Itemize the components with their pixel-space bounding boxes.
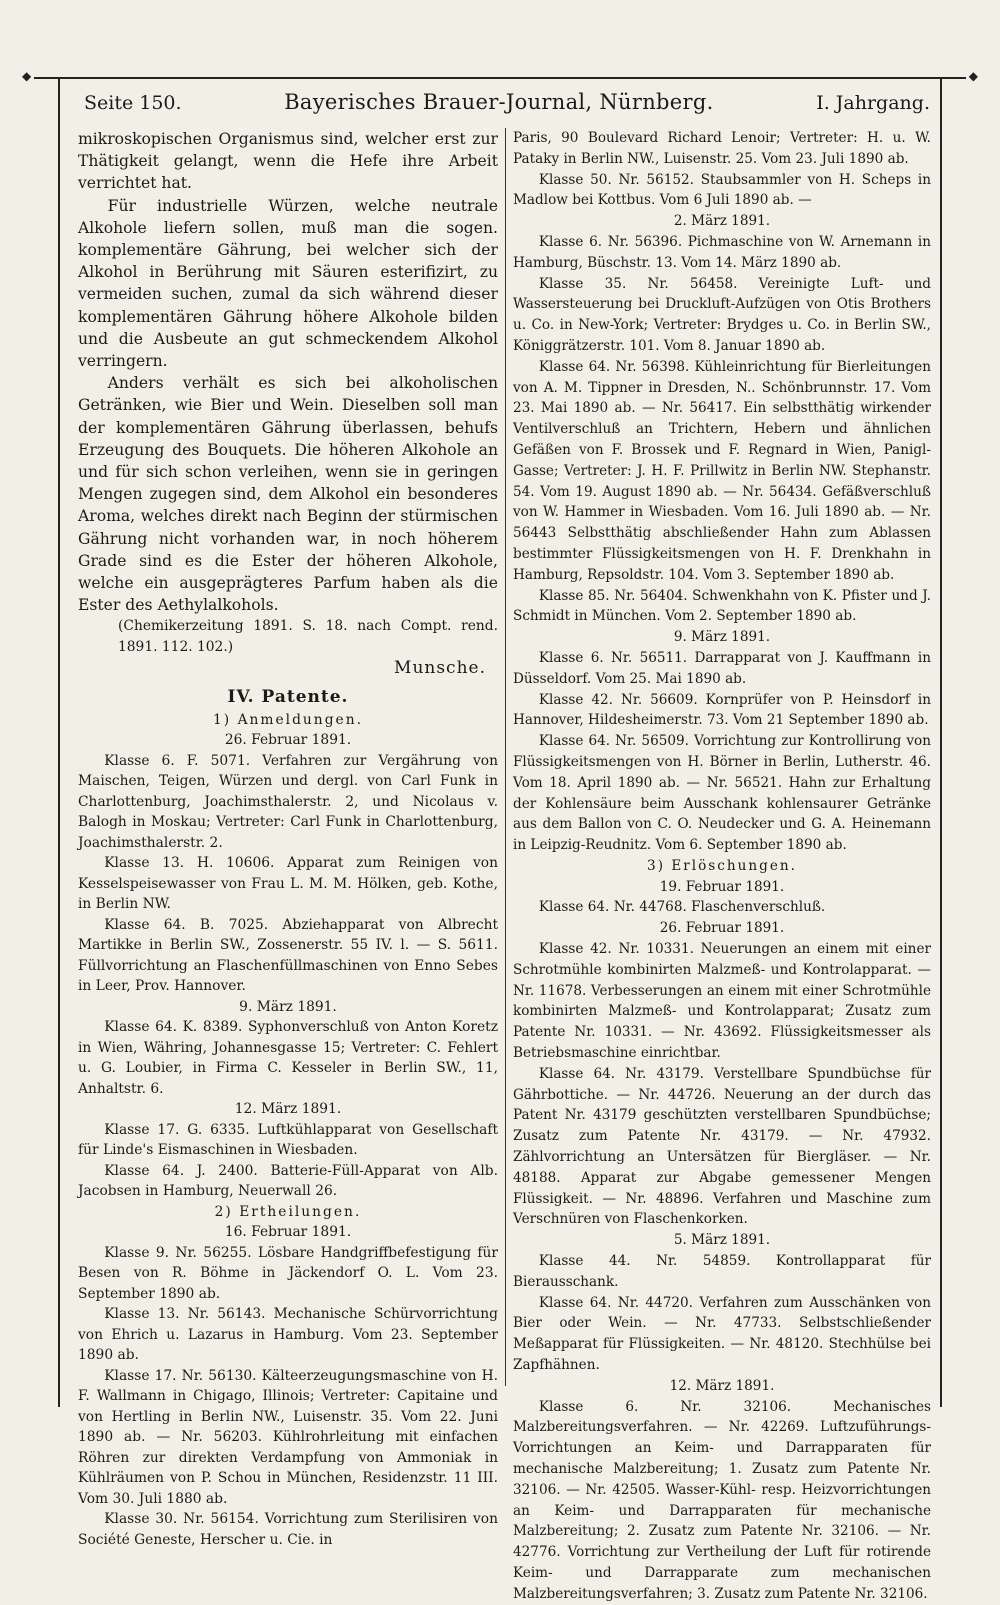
patent-entry: Klasse 6. F. 5071. Verfahren zur Vergährung von Maischen, Teigen, Würzen und dergl. von Carl Funk in Charlottenburg, Joachimsthalerstr. 2, und Nicolaus v. Balogh in Moskau; Vertreter: Carl Funk in Charlottenburg, Joachimsthalerstr. 2. — [78, 752, 498, 851]
patent-entry: Klasse 35. Nr. 56458. Vereinigte Luft- und Wassersteuerung bei Druckluft-Aufzügen von Otis Brothers u. Co. in New-York; Vertreter: Brydges u. Co. in Berlin SW., Königgrätzerstr. 101. Vom 8. Januar 1890 ab. — [513, 275, 931, 354]
date-heading: 9. März 1891. — [239, 998, 337, 1015]
article-paragraph: Anders verhält es sich bei alkoholischen Getränken, wie Bier und Wein. Dieselben soll man der komplementären Gährung überlassen, behufs Erzeugung des Bouquets. Die höheren Alkohole an und für sich schon verleihen, wenn sie in geringen Mengen zugegen sind, dem Alkohol ein besonderes Aroma, welches direkt nach Beginn der stürmischen Gährung nicht vorhanden war, in noch höherem Grade sind es die Ester der höheren Alkohole, welche ein ausgeprägteres Parfum haben als die Ester des Aethylalkohols. — [78, 374, 498, 615]
patent-entry: Klasse 30. Nr. 56154. Vorrichtung zum Sterilisiren von Société Geneste, Herscher u. Cie. in — [78, 1511, 498, 1548]
patent-entry: Klasse 64. B. 7025. Abziehapparat von Albrecht Martikke in Berlin SW., Zossenerstr. 55 IV. l. — S. 5611. Füllvorrichtung an Flaschenfüllmaschinen von Enno Sebes in Leer, Prov. Hannover. — [78, 916, 498, 995]
patent-entry: Klasse 17. G. 6335. Luftkühlapparat von Gesellschaft für Linde's Eismaschinen in Wiesbaden. — [78, 1121, 498, 1159]
patent-entry: Klasse 64. K. 8389. Syphonverschluß von Anton Koretz in Wien, Währing, Johannesgasse 15; Vertreter: C. Fehlert u. G. Loubier, in Firma C. Kesseler in Berlin SW., 11, Anhaltstr. 6. — [78, 1019, 498, 1097]
patent-entry: Klasse 9. Nr. 56255. Lösbare Handgriffbefestigung für Besen von R. Böhme in Jäckendorf O. L. Vom 23. September 1890 ab. — [78, 1244, 498, 1302]
subsection-heading: 2) Ertheilungen. — [214, 1203, 362, 1220]
patent-entry: Klasse 17. Nr. 56130. Kälteerzeugungsmaschine von H. F. Wallmann in Chigago, Illinois; Vertreter: Capitaine und von Hertling in Berlin NW., Luisenstr. 35. Vom 22. Juni 1890 ab. — Nr. 56203. Kühlrohrleitung mit einfachen Röhren zur direkten Verdampfung von Ammoniak in Kühlräumen von P. Schou in München, Residenzstr. 11 III. Vom 30. Juli 1880 ab. — [78, 1367, 498, 1507]
date-heading: 26. Februar 1891. — [224, 732, 352, 749]
top-rule — [34, 77, 966, 79]
patent-entry: Klasse 42. Nr. 10331. Neuerungen an einem mit einer Schrotmühle kombinirten Malzmeß- und Kontrolapparat. — Nr. 11678. Verbesserungen an einem mit einer Schrotmühle kombinirten Malzmeß- und Kontrolapparat; Zusatz zum Patente Nr. 10331. — Nr. 43692. Flüssigkeitsmesser als Betriebsmaschine einrichtbar. — [513, 941, 931, 1062]
subsection-heading: 3) Erlöschungen. — [647, 857, 797, 874]
volume-year: I. Jahrgang. — [816, 92, 930, 114]
column-divider — [505, 128, 506, 1386]
subsection-heading: 1) Anmeldungen. — [213, 711, 363, 728]
patent-entry: Klasse 6. Nr. 32106. Mechanisches Malzbereitungsverfahren. — Nr. 42269. Luftzuführungs-Vorrichtungen an Keim- und Darrapparaten für mechanische Malzbereitung; 1. Zusatz zum Patente Nr. 32106. — Nr. 42505. Wasser-Kühl- resp. Heizvorrichtungen an Keim- und Darrapparaten für mechanische Malzbereitung; 2. Zusatz zum Patente Nr. 32106. — Nr. 42776. Vorrichtung zur Vertheilung der Luft für rotirende Keim- und Darrapparate zum mechanischen Malzbereitungsverfahren; 3. Zusatz zum Patente Nr. 32106. — [513, 1398, 931, 1602]
patent-entry: Klasse 64. Nr. 44720. Verfahren zum Ausschänken von Bier oder Wein. — Nr. 47733. Selbstschließender Meßapparat für Flüssigkeiten. — Nr. 48120. Stechhülse bei Zapfhähnen. — [513, 1294, 931, 1374]
right-border — [940, 77, 942, 1407]
page-number: Seite 150. — [84, 92, 182, 114]
date-heading: 2. März 1891. — [673, 213, 771, 230]
patent-entry: Klasse 50. Nr. 56152. Staubsammler von H. Scheps in Madlow bei Kottbus. Vom 6 Juli 1890 ab. — — [513, 171, 931, 209]
right-column — [513, 128, 931, 1605]
patent-entry: Klasse 6. Nr. 56396. Pichmaschine von W. Arnemann in Hamburg, Büschstr. 13. Vom 14. März 1890 ab. — [513, 233, 931, 271]
patent-entry: Klasse 13. H. 10606. Apparat zum Reinigen von Kesselspeisewasser von Frau L. M. M. Hölken, geb. Kothe, in Berlin NW. — [78, 855, 498, 913]
left-column — [78, 128, 498, 1550]
patent-entry: Klasse 13. Nr. 56143. Mechanische Schürvorrichtung von Ehrich u. Lazarus in Hamburg. Vom 23. September 1890 ab. — [78, 1306, 498, 1364]
left-border — [58, 77, 60, 1407]
author-signature: Munsche. — [394, 658, 486, 679]
article-paragraph: mikroskopischen Organismus sind, welcher erst zur Thätigkeit gelangt, wenn die Hefe ihre Arbeit verrichtet hat. — [78, 130, 498, 193]
journal-title: Bayerisches Brauer-Journal, Nürnberg. — [284, 90, 714, 114]
date-heading: 12. März 1891. — [234, 1101, 342, 1118]
citation: (Chemikerzeitung 1891. S. 18. nach Compt. rend. 1891. 112. 102.) — [118, 618, 498, 655]
patent-entry: Paris, 90 Boulevard Richard Lenoir; Vertreter: H. u. W. Pataky in Berlin NW., Luisenstr. 25. Vom 23. Juli 1890 ab. — [513, 130, 931, 167]
article-paragraph: Für industrielle Würzen, welche neutrale Alkohole liefern sollen, muß man die sogen. komplementäre Gährung, bei welcher sich der Alkohol in Berührung mit Säuren esterifizirt, zu vermeiden suchen, zumal da sich während dieser komplementären Gährung höhere Alkohole bilden und die Ausbeute an gut schmeckendem Alkohol verringern. — [78, 196, 498, 371]
date-heading: 19. Februar 1891. — [659, 878, 785, 895]
page-header — [84, 90, 930, 116]
patent-entry: Klasse 64. J. 2400. Batterie-Füll-Apparat von Alb. Jacobsen in Hamburg, Neuerwall 26. — [78, 1162, 498, 1200]
date-heading: 5. März 1891. — [673, 1232, 771, 1249]
section-heading: IV. Patente. — [227, 686, 349, 707]
patent-entry: Klasse 64. Nr. 43179. Verstellbare Spundbüchse für Gährbottiche. — Nr. 44726. Neuerung an der durch das Patent Nr. 43179 geschützten verstellbaren Spundbüchse; Zusatz zum Patente Nr. 43179. — Nr. 47932. Zählvorrichtung an Untersätzen für Biergläser. — Nr. 48188. Apparat zur Abgabe gemessener Mengen Flüssigkeit. — Nr. 48896. Verfahren und Maschine zum Verschnüren von Flaschenkorken. — [513, 1065, 931, 1228]
patent-entry: Klasse 64. Nr. 56398. Kühleinrichtung für Bierleitungen von A. M. Tippner in Dresden, N.. Schönbrunnstr. 17. Vom 23. Mai 1890 ab. — Nr. 56417. Ein selbstthätig wirkender Ventilverschluß an Trichtern, Hebern und ähnlichen Gefäßen von F. Brossek und F. Regnard in Wien, Panigl-Gasse; Vertreter: J. H. F. Prillwitz in Berlin NW. Stephanstr. 54. Vom 19. August 1890 ab. — Nr. 56434. Gefäßverschluß von W. Hammer in Wiesbaden. Vom 16. Juli 1890 ab. — Nr. 56443 Selbstthätig abschließender Hahn zum Ablassen bestimmter Flüssigkeitsmengen von H. F. Drenkhahn in Hamburg, Repsoldstr. 104. Vom 3. September 1890 ab. — [513, 358, 931, 583]
patent-entry: Klasse 85. Nr. 56404. Schwenkhahn von K. Pfister und J. Schmidt in München. Vom 2. September 1890 ab. — [513, 587, 931, 625]
patent-entry: Klasse 42. Nr. 56609. Kornprüfer von P. Heinsdorf in Hannover, Hildesheimerstr. 73. Vom 21 September 1890 ab. — [513, 691, 931, 729]
patent-entry: Klasse 64. Nr. 44768. Flaschenverschluß. — [538, 899, 826, 916]
date-heading: 26. Februar 1891. — [659, 920, 785, 937]
patent-entry: Klasse 44. Nr. 54859. Kontrollapparat für Bierausschank. — [513, 1253, 931, 1290]
date-heading: 12. März 1891. — [669, 1377, 775, 1394]
patent-entry: Klasse 64. Nr. 56509. Vorrichtung zur Kontrollirung von Flüssigkeitsmengen von H. Börner in Berlin, Lutherstr. 46. Vom 18. April 1890 ab. — Nr. 56521. Hahn zur Erhaltung der Kohlensäure beim Ausschank kohlensaurer Getränke aus dem Ballon von C. O. Neudecker und G. A. Heinemann in Leipzig-Reudnitz. Vom 6. September 1890 ab. — [513, 733, 931, 854]
date-heading: 9. März 1891. — [673, 629, 771, 646]
date-heading: 16. Februar 1891. — [224, 1224, 352, 1241]
patent-entry: Klasse 6. Nr. 56511. Darrapparat von J. Kauffmann in Düsseldorf. Vom 25. Mai 1890 ab. — [513, 649, 931, 687]
